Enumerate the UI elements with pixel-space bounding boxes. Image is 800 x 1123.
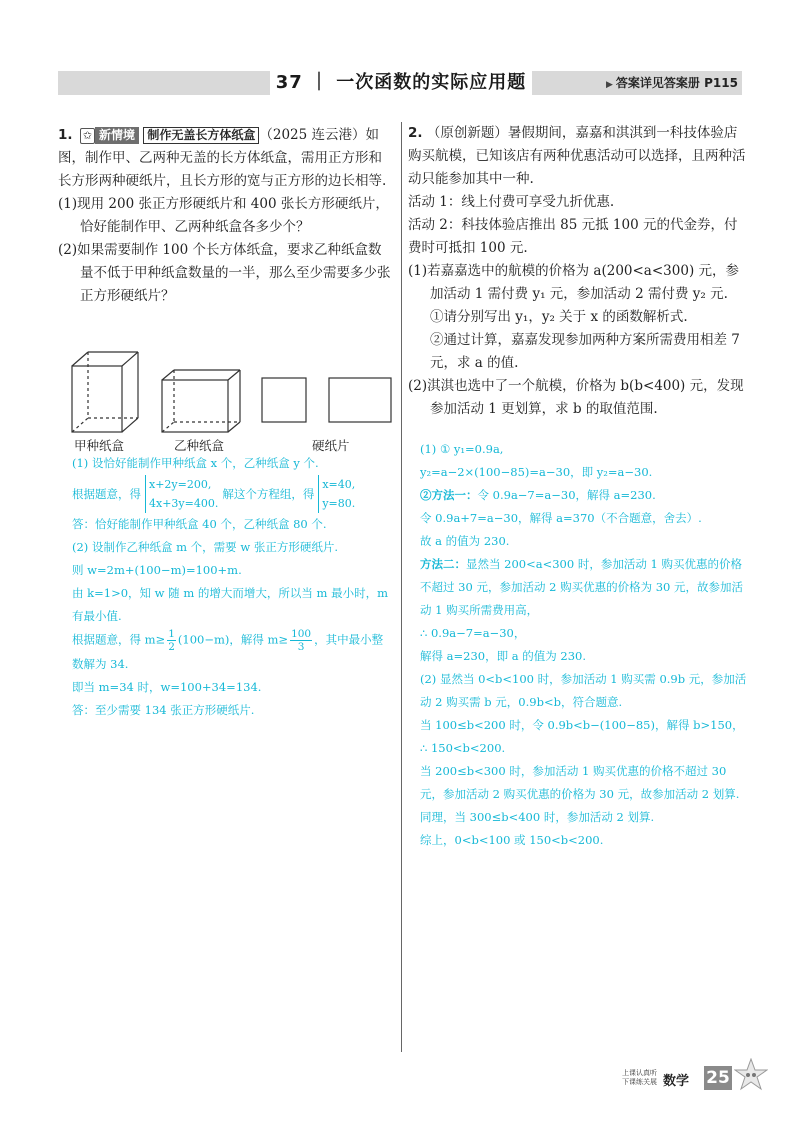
answer-line: 解得 a=230，即 a 的值为 230.: [420, 649, 587, 663]
fraction-denominator: 3: [297, 641, 305, 653]
topic-tag: 制作无盖长方体纸盒: [143, 127, 259, 144]
activity-1: 活动 1：线上付费可享受九折优惠.: [408, 194, 615, 210]
equation: x=40,: [322, 478, 356, 491]
answer-line-with-fractions: [72, 628, 394, 676]
question-1-answer: [72, 452, 394, 722]
answer-line: 当 200≤b<300 时，参加活动 1 购买优惠的价格不超过 30 元，参加活动 2 购买优惠的价格为 30 元，故参加活动 2 划算.: [420, 764, 740, 801]
fraction-numerator: 100: [291, 628, 312, 640]
fraction-numerator: 1: [168, 628, 175, 640]
answer-text: 根据题意，得 m≥: [72, 632, 166, 647]
star-icon: ✩: [80, 128, 95, 144]
answer-text: 解这个方程组，得: [222, 486, 315, 501]
equation: x+2y=200,: [149, 478, 212, 491]
answer-line: ∴ 0.9a−7=a−30，: [420, 626, 526, 640]
answer-line: [420, 484, 750, 507]
answer-line: 由 k=1>0，知 w 随 m 的增大而增大，所以当 m 最小时，m 有最小值.: [72, 586, 389, 623]
answer-line: ∴ 150<b<200.: [420, 741, 506, 755]
square-card: [262, 378, 306, 422]
triangle-icon: ▶: [606, 80, 613, 90]
column-divider: [401, 122, 402, 1052]
answer-line: 故 a 的值为 230.: [420, 534, 510, 548]
answer-line: 当 100≤b<200 时，令 0.9b<b−(100−85)，解得 b>150，: [420, 718, 744, 732]
answer-text: 显然当 200<a<300 时，参加活动 1 购买优惠的价格不超过 30 元，参加活动 2 购买优惠的价格为 30 元，故参加活动 1 购买所需费用高，: [420, 557, 744, 617]
answer-line: (2) 设制作乙种纸盒 m 个，需要 w 张正方形硬纸片.: [72, 540, 338, 554]
question-source: （2025 连云港）: [259, 127, 366, 143]
sub-question-1: ①请分别写出 y₁，y₂ 关于 x 的函数解析式.: [430, 309, 688, 325]
box-b-figure: [162, 370, 240, 432]
equation-system: [145, 475, 218, 513]
fig-label-cards: 硬纸片: [312, 438, 350, 453]
question-2-answer: [420, 438, 750, 852]
activity-2: 活动 2：科技体验店推出 85 元抵 100 元的代金券，付费时可抵扣 100 元.: [408, 217, 738, 256]
page-title: 37 ｜ 一次函数的实际应用题: [270, 68, 532, 98]
answer-line: 同理，当 300≤b<400 时，参加活动 2 划算.: [420, 810, 655, 824]
question-1: [58, 124, 393, 308]
answer-text: 令 0.9a−7=a−30，解得 a=230.: [477, 488, 656, 502]
question-stem: （原创新题）暑假期间，嘉嘉和淇淇到一科技体验店购买航模，已知该店有两种优惠活动可以选择，且两种活动只能参加其中一种.: [408, 125, 746, 187]
equation: y=80.: [322, 497, 356, 510]
mascot-star-icon: [734, 1058, 768, 1092]
answer-text: 根据题意，得: [72, 486, 141, 501]
part-number: (2): [408, 378, 428, 394]
answer-line: 综上，0<b<100 或 150<b<200.: [420, 833, 604, 847]
method-label: ②方法一：: [420, 488, 478, 502]
answer-line: 答：至少需要 134 张正方形硬纸片.: [72, 703, 255, 717]
answer-line: y₂=a−2×(100−85)=a−30，即 y₂=a−30.: [420, 465, 653, 479]
equation: 4x+3y=400.: [149, 497, 219, 510]
question-number: 1.: [58, 127, 73, 143]
answer-line: (1) ① y₁=0.9a,: [420, 442, 504, 456]
box-figures: [64, 348, 394, 448]
answer-line: 则 w=2m+(100−m)=100+m.: [72, 563, 242, 577]
sub-question-2: ②通过计算，嘉嘉发现参加两种方案所需费用相差 7 元，求 a 的值.: [430, 332, 740, 371]
question-number: 2.: [408, 125, 423, 141]
equation-system-line: [72, 475, 394, 513]
answer-text: ，其中最小整数解为 34.: [72, 632, 384, 671]
fraction-denominator: 2: [168, 641, 175, 653]
question-part-2: 如果需要制作 100 个长方体纸盒，要求乙种纸盒数量不低于甲种纸盒数量的一半，那么至少需要多少张正方形硬纸片？: [77, 242, 391, 304]
page-footer: [622, 1066, 762, 1096]
fraction: [290, 628, 312, 653]
answer-reference-text: 答案详见答案册 P115: [615, 76, 738, 90]
part-number: (1): [58, 196, 78, 212]
question-part-1: 现用 200 张正方形硬纸片和 400 张长方形硬纸片，恰好能制作甲、乙两种纸盒各多少个？: [77, 196, 389, 235]
answer-line: 令 0.9a+7=a−30，解得 a=370（不合题意，舍去）.: [420, 511, 702, 525]
fig-label-box-a: 甲种纸盒: [74, 438, 125, 453]
answer-text: (100−m)，解得 m≥: [177, 632, 289, 647]
answer-reference: [606, 74, 738, 91]
solution-system: [318, 475, 355, 513]
answer-line: (2) 显然当 0<b<100 时，参加活动 1 购买需 0.9b 元，参加活动 2 购买需 b 元，0.9b<b，符合题意.: [420, 672, 747, 709]
fraction: [167, 628, 176, 653]
part-number: (1): [408, 263, 428, 279]
question-part-1: 若嘉嘉选中的航模的价格为 a(200<a<300) 元，参加活动 1 需付费 y₁ 元，参加活动 2 需付费 y₂ 元.: [427, 263, 739, 302]
new-context-tag: 新情境: [95, 127, 139, 144]
rectangle-card: [329, 378, 391, 422]
footer-subject: 数学: [663, 1074, 690, 1089]
answer-line: (1) 设恰好能制作甲种纸盒 x 个，乙种纸盒 y 个.: [72, 456, 319, 470]
box-a-figure: [72, 352, 138, 432]
fig-label-box-b: 乙种纸盒: [174, 438, 225, 453]
footer-slogan: [622, 1069, 657, 1087]
method-label: 方法二：: [420, 557, 466, 571]
answer-line: 即当 m=34 时，w=100+34=134.: [72, 680, 262, 694]
part-number: (2): [58, 242, 78, 258]
footer-slogan-line: 上课认真听: [622, 1069, 657, 1077]
question-stem: 如图，制作甲、乙两种无盖的长方体纸盒，需用正方形和长方形两种硬纸片，且长方形的宽与正方形的边长相等.: [58, 127, 387, 189]
answer-line: 答：恰好能制作甲种纸盒 40 个，乙种纸盒 80 个.: [72, 517, 327, 531]
answer-line: [420, 553, 750, 622]
question-part-2: 淇淇也选中了一个航模，价格为 b(b<400) 元，发现参加活动 1 更划算，求 b 的取值范围.: [427, 378, 744, 417]
footer-slogan-line: 下课练关展: [622, 1078, 657, 1086]
page-number: 25: [704, 1066, 732, 1090]
question-2: [408, 122, 750, 421]
